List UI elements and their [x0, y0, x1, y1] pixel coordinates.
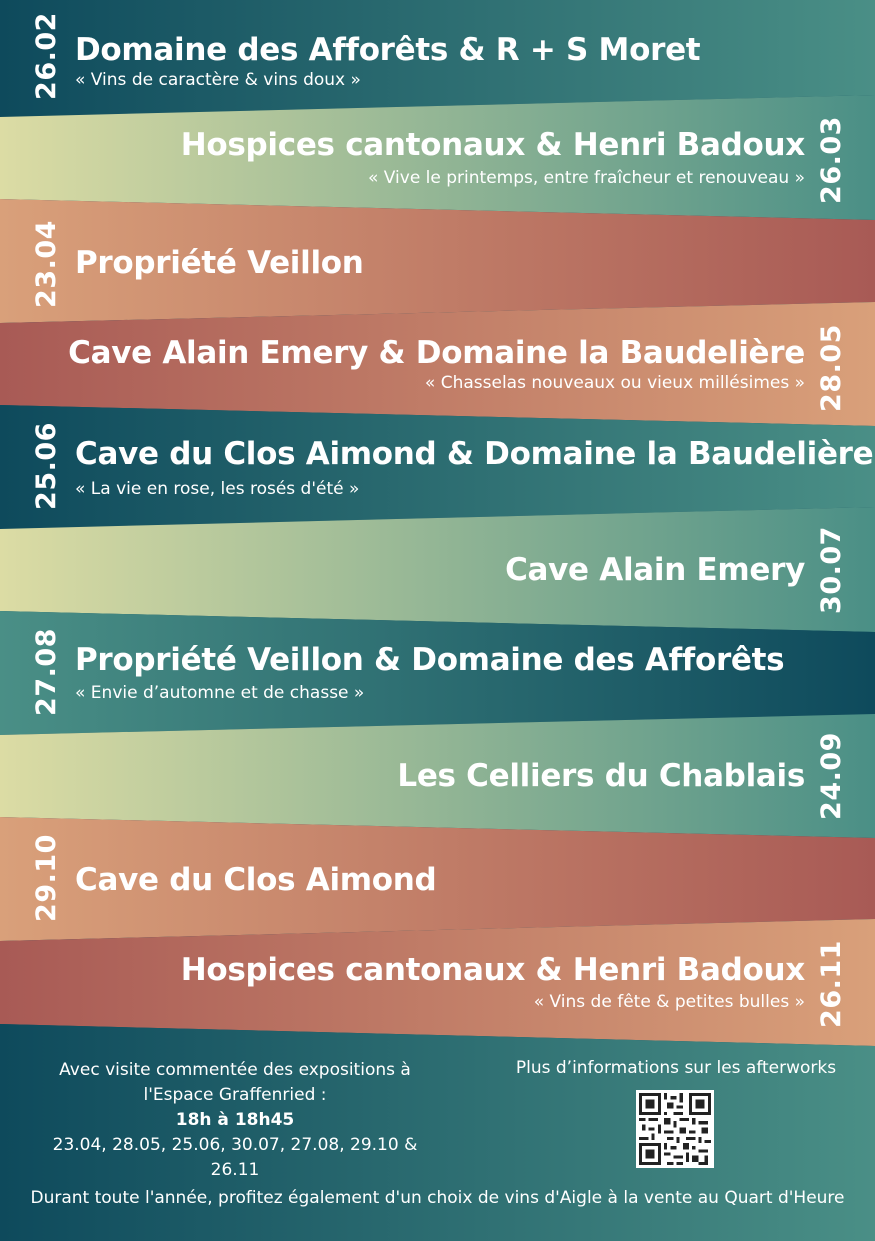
visit-hours: 18h à 18h45: [175, 1110, 295, 1130]
event-subtitle: « Chasselas nouveaux ou vieux millésimes »: [424, 373, 805, 393]
visit-info: [30, 1058, 440, 1183]
visit-dates: 23.04, 28.05, 25.06, 30.07, 27.08, 29.10 & 26.11: [52, 1135, 418, 1180]
footer: [0, 1040, 875, 1241]
event-title: Hospices cantonaux & Henri Badoux: [180, 127, 805, 163]
event-subtitle: « Vins de caractère & vins doux »: [75, 70, 361, 90]
event-title: Hospices cantonaux & Henri Badoux: [180, 952, 805, 988]
event-subtitle: « Vins de fête & petites bulles »: [533, 992, 805, 1012]
event-date: 26.02: [31, 12, 62, 100]
event-title: Domaine des Afforêts & R + S Moret: [75, 32, 701, 68]
event-date: 25.06: [31, 422, 62, 510]
info-text[interactable]: Plus d’informations sur les afterworks: [515, 1058, 837, 1078]
event-date: 29.10: [31, 834, 62, 922]
event-date: 26.11: [816, 940, 847, 1028]
event-title: Cave du Clos Aimond & Domaine la Baudelière: [75, 436, 874, 472]
event-subtitle: « Vive le printemps, entre fraîcheur et renouveau »: [367, 168, 805, 188]
event-title: Cave Alain Emery: [505, 552, 805, 588]
visit-line: Avec visite commentée des expositions à: [59, 1060, 411, 1080]
event-title: Cave Alain Emery & Domaine la Baudelière: [68, 335, 805, 371]
bottom-note: Durant toute l'année, profitez également d'un choix de vins d'Aigle à la vente au Quart d'Heure: [30, 1188, 845, 1208]
event-subtitle: « Envie d’automne et de chasse »: [75, 683, 365, 703]
event-date: 26.03: [816, 116, 847, 204]
event-date: 23.04: [31, 220, 62, 308]
event-title: Propriété Veillon & Domaine des Afforêts: [75, 642, 785, 678]
event-title: Les Celliers du Chablais: [397, 758, 805, 794]
visit-line: l'Espace Graffenried :: [143, 1085, 327, 1105]
event-subtitle: « La vie en rose, les rosés d'été »: [75, 479, 360, 499]
qr-code-icon[interactable]: [636, 1090, 714, 1168]
event-title: Cave du Clos Aimond: [75, 862, 437, 898]
event-date: 24.09: [816, 732, 847, 820]
event-title: Propriété Veillon: [75, 245, 364, 281]
event-date: 27.08: [31, 628, 62, 716]
event-date: 28.05: [816, 324, 847, 412]
event-date: 30.07: [816, 526, 847, 614]
